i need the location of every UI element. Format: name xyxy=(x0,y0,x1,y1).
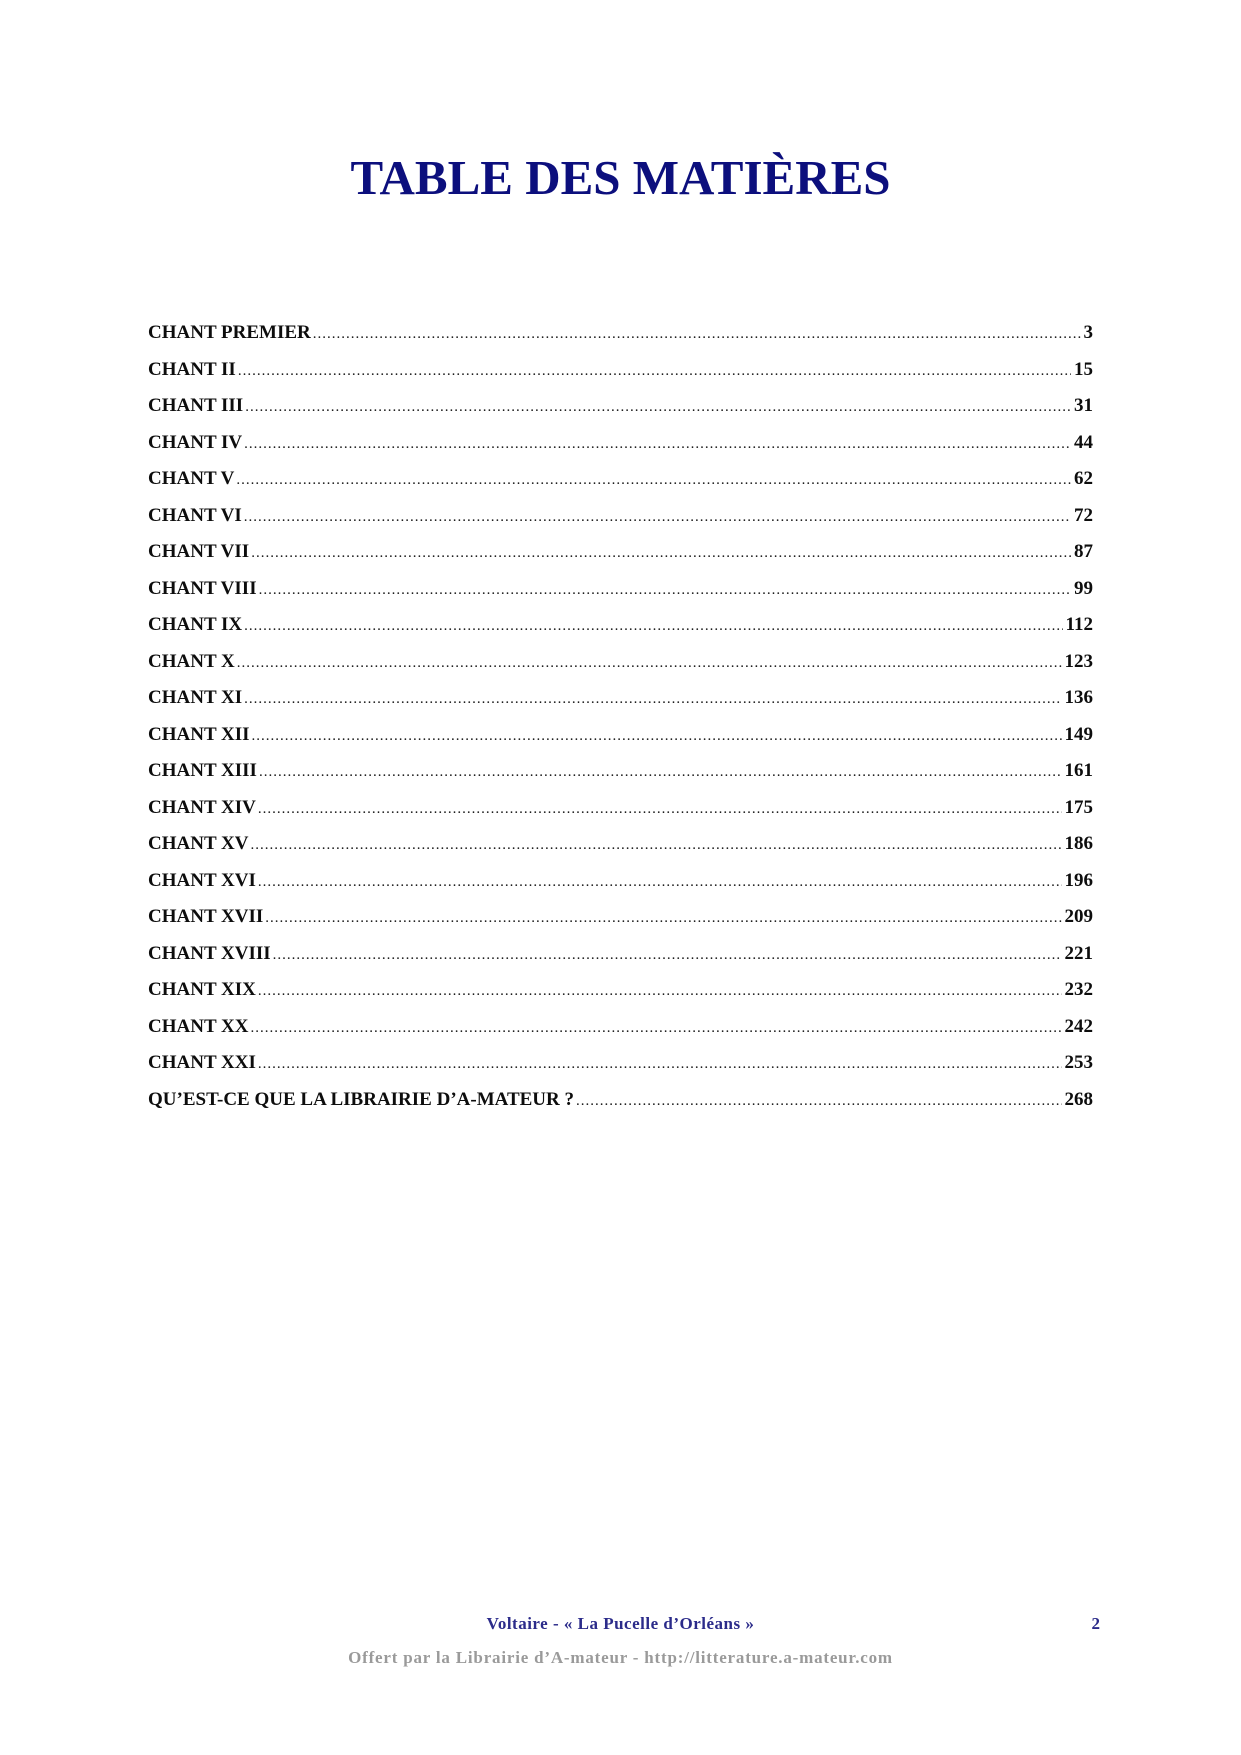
toc-entry[interactable] xyxy=(148,359,1093,396)
toc-entry-page: 3 xyxy=(1083,322,1093,343)
toc-entry[interactable] xyxy=(148,432,1093,469)
toc-dot-leader xyxy=(258,874,1062,891)
toc-entry[interactable] xyxy=(148,797,1093,834)
toc-entry[interactable] xyxy=(148,651,1093,688)
footer-credit-line: Offert par la Librairie d’A-mateur - http://litterature.a-mateur.com xyxy=(348,1648,893,1667)
toc-entry-label: CHANT XV xyxy=(148,833,249,854)
footer-book-line: Voltaire - « La Pucelle d’Orléans » xyxy=(486,1614,755,1633)
toc-entry[interactable] xyxy=(148,979,1093,1016)
toc-entry-page: 232 xyxy=(1064,979,1093,1000)
toc-entry-page: 242 xyxy=(1064,1015,1093,1037)
toc-entry-label: CHANT V xyxy=(148,468,235,489)
toc-entry-label: CHANT XIV xyxy=(148,796,256,818)
toc-entry-page: 62 xyxy=(1074,468,1093,489)
toc-entry-page: 149 xyxy=(1064,723,1093,745)
toc-entry-label: CHANT XI xyxy=(148,687,243,708)
toc-entry-page: 253 xyxy=(1064,1052,1093,1073)
toc-dot-leader xyxy=(259,582,1071,599)
toc-entry-page: 87 xyxy=(1074,541,1093,562)
toc-dot-leader xyxy=(244,509,1071,526)
toc-dot-leader xyxy=(265,910,1061,927)
toc-entry-page: 72 xyxy=(1074,504,1093,526)
toc-dot-leader xyxy=(273,947,1062,964)
toc-entry-page: 15 xyxy=(1074,358,1093,380)
toc-entry[interactable] xyxy=(148,1052,1093,1089)
toc-entry[interactable] xyxy=(148,1016,1093,1053)
toc-entry-page: 209 xyxy=(1064,906,1093,927)
toc-entry-page: 221 xyxy=(1064,942,1093,964)
toc-entry-page: 186 xyxy=(1064,833,1093,854)
toc-dot-leader xyxy=(258,983,1062,1000)
toc-dot-leader xyxy=(244,691,1061,708)
toc-entry[interactable] xyxy=(148,614,1093,651)
toc-entry[interactable] xyxy=(148,578,1093,615)
toc-entry-label: CHANT X xyxy=(148,650,235,672)
toc-dot-leader xyxy=(237,655,1062,672)
toc-dot-leader xyxy=(313,326,1081,343)
toc-dot-leader xyxy=(245,399,1071,416)
toc-entry-label: CHANT VII xyxy=(148,541,250,562)
toc-entry-label: CHANT PREMIER xyxy=(148,322,311,343)
toc-entry-page: 44 xyxy=(1074,431,1093,453)
toc-entry[interactable] xyxy=(148,541,1093,578)
toc-dot-leader xyxy=(244,618,1062,635)
toc-entry-page: 268 xyxy=(1064,1088,1093,1110)
toc-entry[interactable] xyxy=(148,322,1093,359)
toc-entry[interactable] xyxy=(148,870,1093,907)
toc-entry[interactable] xyxy=(148,906,1093,943)
toc-entry-page: 99 xyxy=(1074,577,1093,599)
toc-dot-leader xyxy=(250,837,1061,854)
toc-entry[interactable] xyxy=(148,505,1093,542)
toc-dot-leader xyxy=(251,545,1071,562)
toc-entry-page: 31 xyxy=(1074,395,1093,416)
toc-entry[interactable] xyxy=(148,724,1093,761)
toc-entry-label: QU’EST-CE QUE LA LIBRAIRIE D’A-MATEUR ? xyxy=(148,1088,574,1110)
toc-entry[interactable] xyxy=(148,687,1093,724)
toc-entry-label: CHANT XXI xyxy=(148,1052,256,1073)
toc-entry-label: CHANT XVI xyxy=(148,869,256,891)
toc-dot-leader xyxy=(576,1093,1062,1110)
toc-dot-leader xyxy=(236,472,1071,489)
toc-dot-leader xyxy=(250,1020,1061,1037)
toc-entry[interactable] xyxy=(148,1089,1093,1126)
toc-entry-page: 196 xyxy=(1064,869,1093,891)
toc-entry-label: CHANT XIII xyxy=(148,760,257,781)
toc-entry-label: CHANT VI xyxy=(148,504,242,526)
toc-entry-page: 175 xyxy=(1064,796,1093,818)
toc-entry[interactable] xyxy=(148,943,1093,980)
toc-entry[interactable] xyxy=(148,468,1093,505)
toc-entry-label: CHANT IV xyxy=(148,431,243,453)
toc-entry-label: CHANT XVII xyxy=(148,906,264,927)
toc-entry-page: 123 xyxy=(1064,650,1093,672)
toc-entry-page: 161 xyxy=(1064,760,1093,781)
toc-dot-leader xyxy=(258,1056,1062,1073)
toc-entry[interactable] xyxy=(148,833,1093,870)
table-of-contents xyxy=(148,322,1093,1125)
toc-entry-label: CHANT XVIII xyxy=(148,942,271,964)
toc-entry-label: CHANT XIX xyxy=(148,979,256,1000)
toc-entry-label: CHANT IX xyxy=(148,614,243,635)
page-title: TABLE DES MATIÈRES xyxy=(350,150,891,205)
toc-dot-leader xyxy=(252,728,1062,745)
toc-entry-label: CHANT VIII xyxy=(148,577,257,599)
toc-entry-page: 112 xyxy=(1065,614,1093,635)
toc-dot-leader xyxy=(258,801,1062,818)
toc-entry[interactable] xyxy=(148,760,1093,797)
toc-entry-label: CHANT XX xyxy=(148,1015,249,1037)
toc-entry-page: 136 xyxy=(1064,687,1093,708)
toc-entry-label: CHANT II xyxy=(148,358,236,380)
toc-dot-leader xyxy=(259,764,1062,781)
footer-page-number: 2 xyxy=(1091,1614,1100,1633)
toc-entry-label: CHANT III xyxy=(148,395,244,416)
toc-dot-leader xyxy=(238,363,1071,380)
toc-entry-label: CHANT XII xyxy=(148,723,250,745)
toc-dot-leader xyxy=(244,436,1071,453)
toc-entry[interactable] xyxy=(148,395,1093,432)
